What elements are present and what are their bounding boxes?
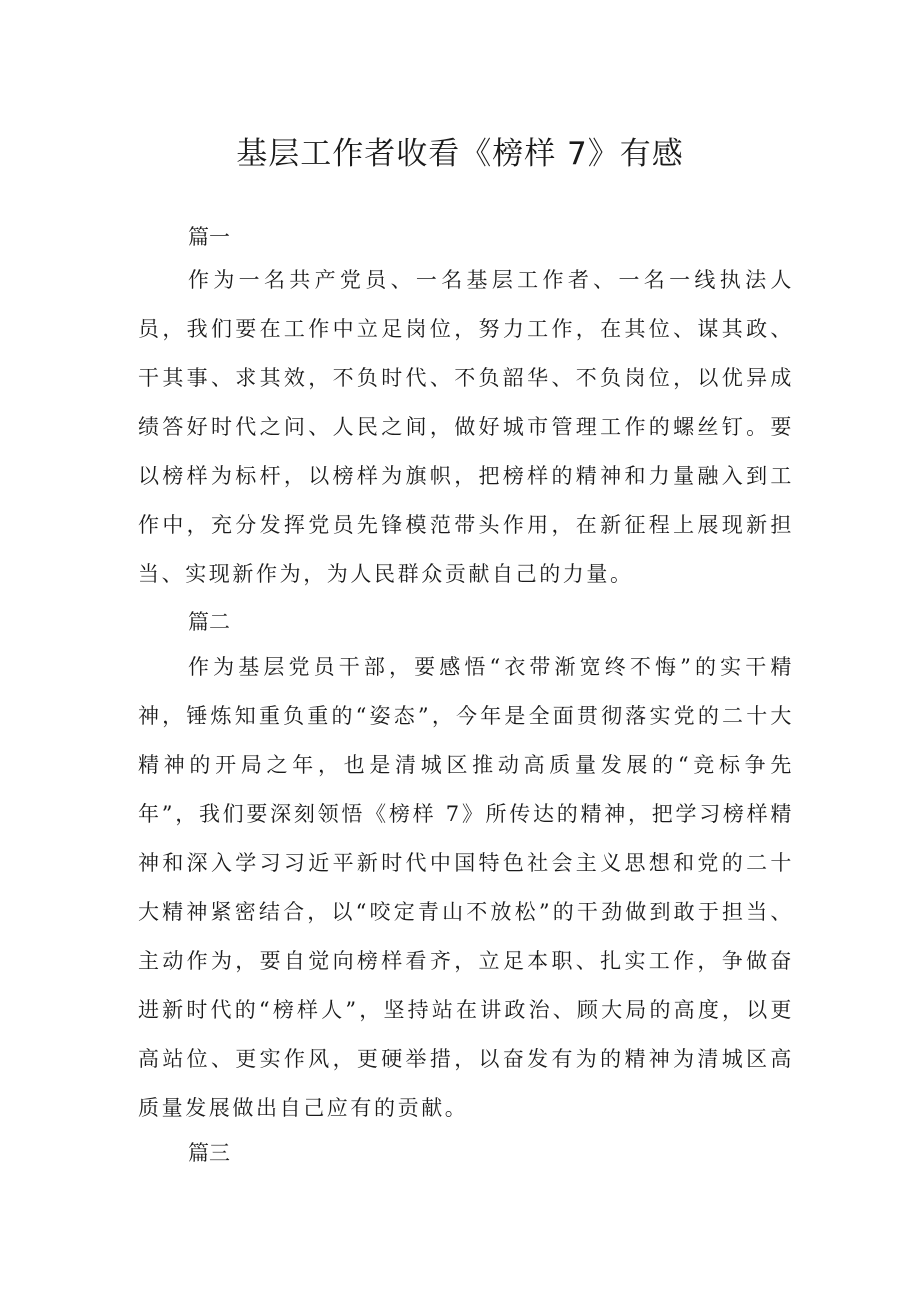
section-heading-2: 篇二 — [188, 610, 230, 634]
document-title: 基层工作者收看《榜样 7》有感 — [236, 136, 684, 172]
section-paragraph-2: 作为基层党员干部，要感悟“衣带渐宽终不悔”的实干精神，锤炼知重负重的“姿态”，今年是全面贯彻落实党的二十大精神的开局之年，也是清城区推动高质量发展的“竞标争先年”，我们要深刻领悟《榜样 7》所传达的精神，把学习榜样精神和深入学习习近平新时代中国特色社会主义思想和党的二十大精神紧密结合，以“咬定青山不放松”的干劲做到敢于担当、主动作为，要自觉向榜样看齐，立足本职、扎实工作，争做奋进新时代的“榜样人”，坚持站在讲政治、顾大局的高度，以更高站位、更实作风，更硬举措，以奋发有为的精神为清城区高质量发展做出自己应有的贡献。 — [138, 655, 794, 1120]
section-paragraph-1: 作为一名共产党员、一名基层工作者、一名一线执法人员，我们要在工作中立足岗位，努力工作，在其位、谋其政、干其事、求其效，不负时代、不负韶华、不负岗位，以优异成绩答好时代之问、人民之间，做好城市管理工作的螺丝钉。要以榜样为标杆，以榜样为旗帜，把榜样的精神和力量融入到工作中，充分发挥党员先锋模范带头作用，在新征程上展现新担当、实现新作为，为人民群众贡献自己的力量。 — [138, 268, 794, 586]
section-heading-3: 篇三 — [188, 1141, 230, 1165]
section-heading-1: 篇一 — [188, 225, 230, 249]
